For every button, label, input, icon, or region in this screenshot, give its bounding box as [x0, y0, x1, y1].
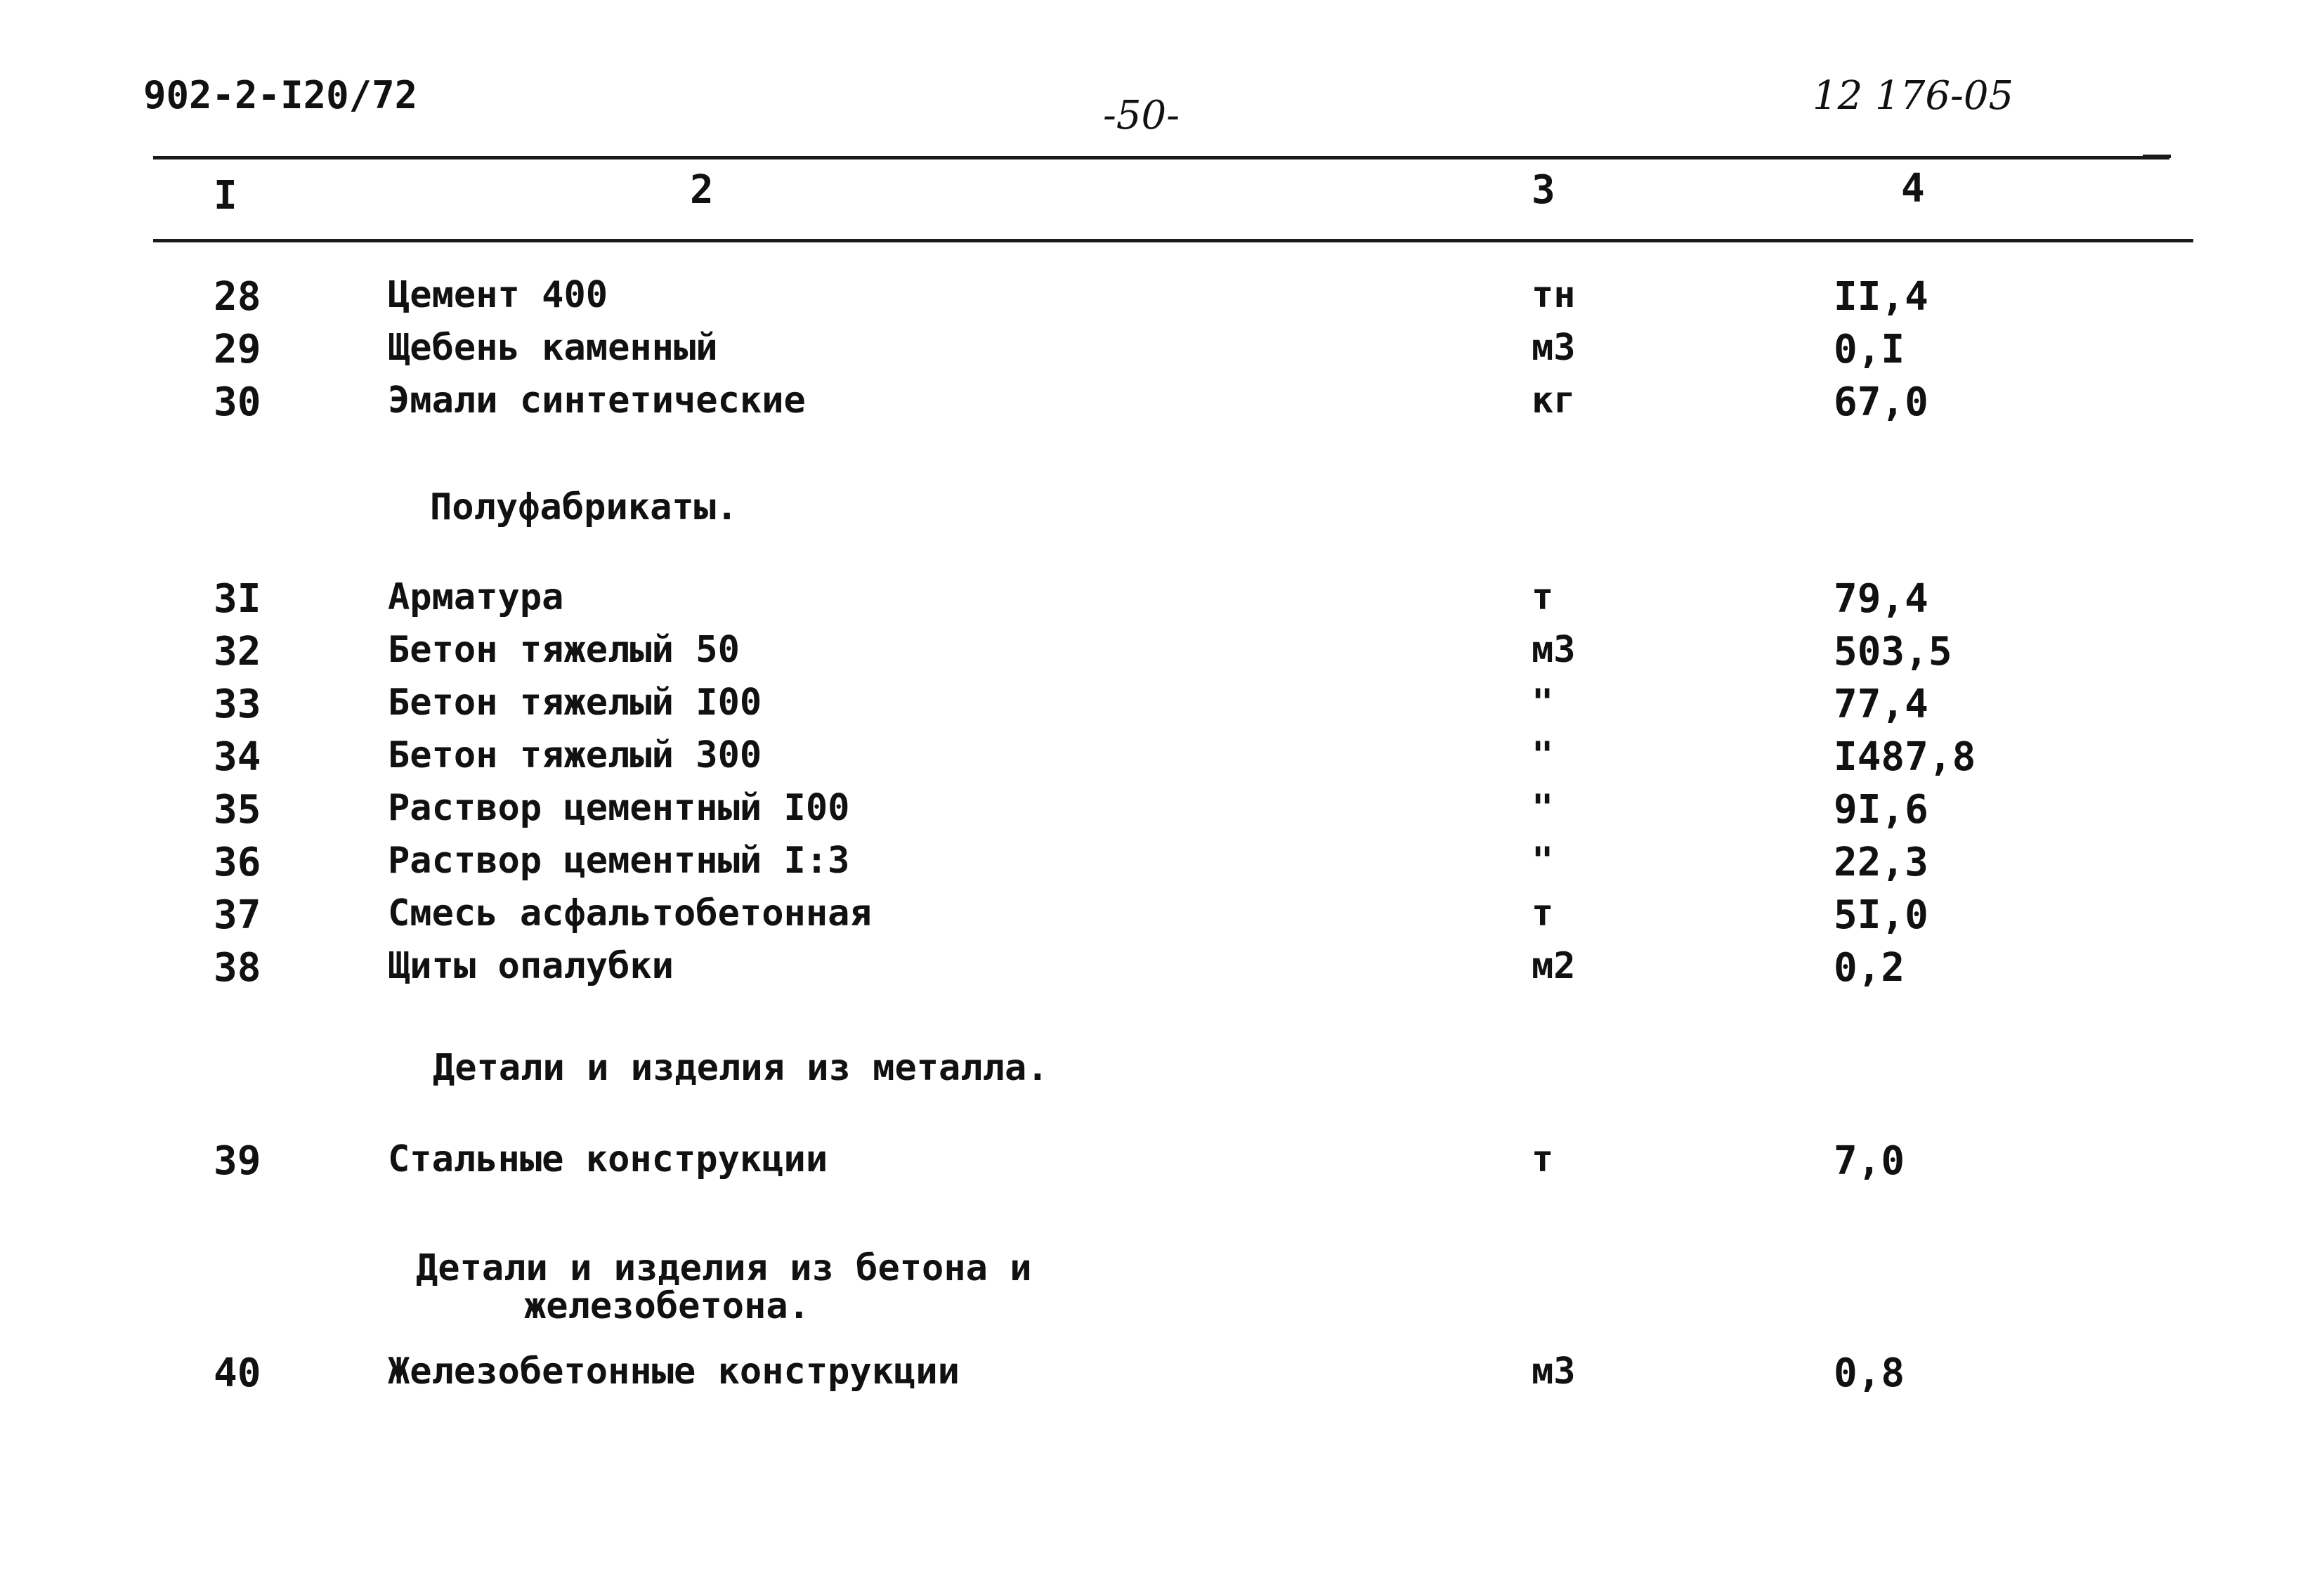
- row-number: 29: [214, 327, 261, 372]
- table-top-rule: [153, 156, 2169, 159]
- row-number: 36: [214, 840, 261, 885]
- unit: ": [1532, 787, 1554, 829]
- row-number: 33: [214, 682, 261, 727]
- quantity: 22,3: [1834, 840, 1928, 885]
- quantity: 9I,6: [1834, 787, 1928, 833]
- material-name: Раствор цементный I:3: [388, 840, 850, 882]
- header-bottom-rule: [153, 239, 2193, 242]
- row-number: 37: [214, 892, 261, 938]
- material-name: Щебень каменный: [388, 327, 718, 369]
- material-name: Арматура: [388, 576, 564, 618]
- quantity: 0,2: [1834, 945, 1905, 991]
- quantity: 67,0: [1834, 379, 1928, 425]
- table-row: [0, 576, 2324, 630]
- row-number: 39: [214, 1138, 261, 1184]
- unit: тн: [1532, 274, 1576, 316]
- table-top-rule-tail: [2143, 155, 2171, 158]
- unit: ": [1532, 840, 1554, 882]
- material-name: Смесь асфальтобетонная: [388, 892, 872, 934]
- unit: м2: [1532, 945, 1576, 987]
- row-number: 30: [214, 379, 261, 425]
- table-row: [0, 274, 2324, 327]
- document-code: 902-2-I20/72: [143, 73, 418, 117]
- sheet-code: 12 176-05: [1813, 73, 2014, 119]
- material-name: Эмали синтетические: [388, 379, 806, 422]
- unit: м3: [1532, 327, 1576, 369]
- table-row: [0, 945, 2324, 998]
- table-row: [0, 840, 2324, 893]
- table-row: [0, 1350, 2324, 1404]
- unit: ": [1532, 682, 1554, 724]
- column-header-2: 2: [690, 167, 714, 213]
- material-name: Стальные конструкции: [388, 1138, 828, 1180]
- row-number: 35: [214, 787, 261, 833]
- column-header-1: I: [214, 173, 237, 219]
- unit: ": [1532, 734, 1554, 776]
- material-name: Бетон тяжелый 50: [388, 629, 740, 671]
- unit: т: [1532, 1138, 1554, 1180]
- unit: м3: [1532, 1350, 1576, 1393]
- material-name: Бетон тяжелый 300: [388, 734, 762, 776]
- column-header-4: 4: [1901, 166, 1925, 211]
- material-name: Щиты опалубки: [388, 945, 674, 987]
- table-row: [0, 787, 2324, 840]
- table-row: [0, 629, 2324, 682]
- row-number: 40: [214, 1350, 261, 1396]
- material-name: Бетон тяжелый I00: [388, 682, 762, 724]
- quantity: 503,5: [1834, 629, 1952, 675]
- material-name: Цемент 400: [388, 274, 608, 316]
- section-title-concrete: Детали и изделия из бетона и: [416, 1247, 1032, 1289]
- quantity: 7,0: [1834, 1138, 1905, 1184]
- unit: т: [1532, 576, 1554, 618]
- quantity: 0,8: [1834, 1350, 1905, 1396]
- table-row: [0, 379, 2324, 433]
- quantity: 77,4: [1834, 682, 1928, 727]
- row-number: 32: [214, 629, 261, 675]
- table-row: [0, 1138, 2324, 1192]
- row-number: 28: [214, 274, 261, 320]
- table-row: [0, 734, 2324, 788]
- page-number: -50-: [1103, 93, 1180, 138]
- quantity: I487,8: [1834, 734, 1976, 780]
- section-title-concrete-line2: железобетона.: [524, 1285, 810, 1327]
- column-header-3: 3: [1532, 167, 1555, 213]
- table-row: [0, 892, 2324, 946]
- quantity: II,4: [1834, 274, 1928, 320]
- unit: кг: [1532, 379, 1576, 422]
- unit: м3: [1532, 629, 1576, 671]
- material-name: Железобетонные конструкции: [388, 1350, 960, 1393]
- table-row: [0, 682, 2324, 735]
- unit: т: [1532, 892, 1554, 934]
- row-number: 3I: [214, 576, 261, 622]
- row-number: 34: [214, 734, 261, 780]
- quantity: 79,4: [1834, 576, 1928, 622]
- quantity: 5I,0: [1834, 892, 1928, 938]
- material-name: Раствор цементный I00: [388, 787, 850, 829]
- row-number: 38: [214, 945, 261, 991]
- quantity: 0,I: [1834, 327, 1905, 372]
- section-title-semifinished: Полуфабрикаты.: [430, 486, 738, 528]
- table-row: [0, 327, 2324, 380]
- section-title-metal: Детали и изделия из металла.: [433, 1047, 1049, 1089]
